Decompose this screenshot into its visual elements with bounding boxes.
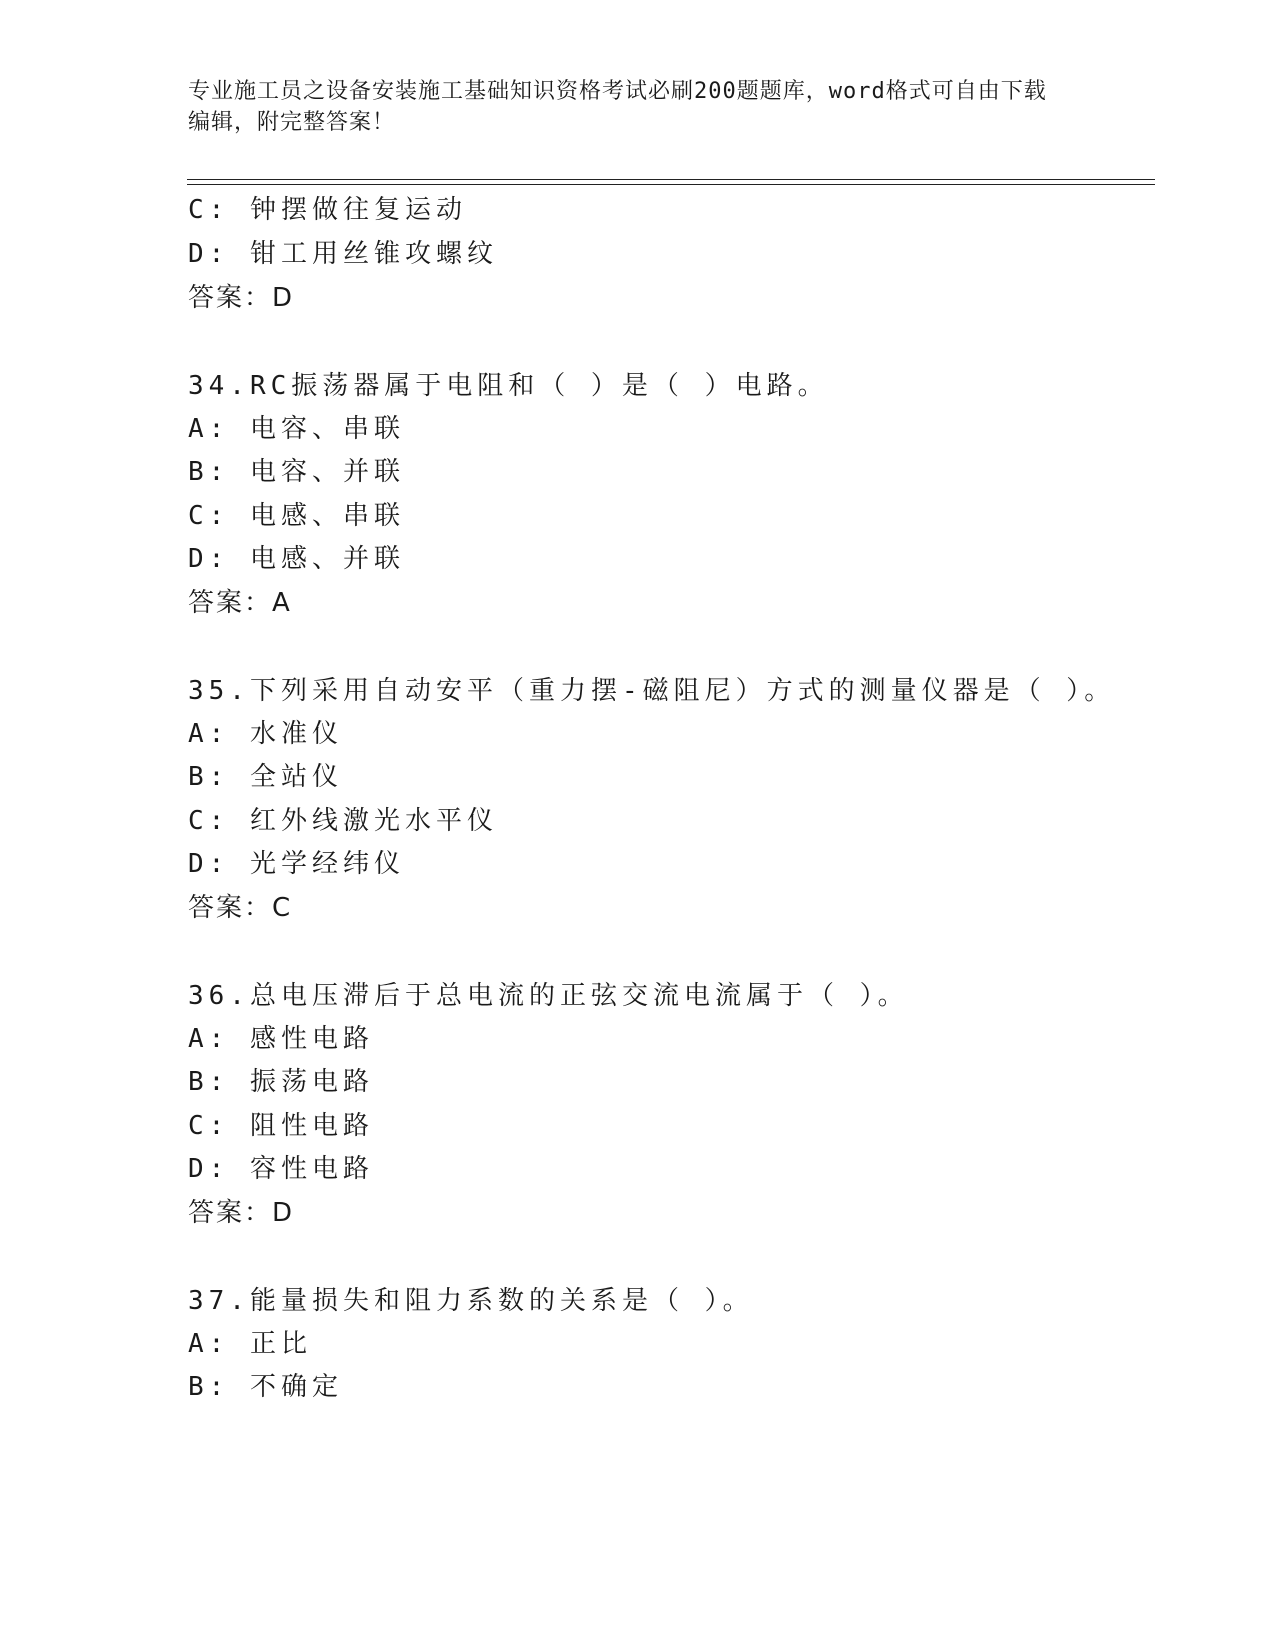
option-b: B: 不确定 [188,1372,343,1402]
option-a: A: 感性电路 [188,1024,374,1054]
header-divider-bottom [187,184,1155,185]
document-header [188,76,1068,138]
option-d: D: 钳工用丝锥攻螺纹 [188,239,498,269]
option-a: A: 正比 [188,1329,312,1359]
question-stem: 37.能量损失和阻力系数的关系是（ ）。 [188,1286,754,1316]
option-c: C: 钟摆做往复运动 [188,195,467,225]
option-b: B: 全站仪 [188,762,343,792]
header-divider-top [187,179,1155,180]
option-d: D: 容性电路 [188,1154,374,1184]
answer-line: 答案：C [188,893,293,923]
option-d: D: 电感、并联 [188,544,405,574]
option-d: D: 光学经纬仪 [188,849,405,879]
answer-line: 答案：D [188,283,295,313]
question-stem: 34.RC振荡器属于电阻和（ ）是（ ）电路。 [188,371,829,401]
question-stem: 35.下列采用自动安平（重力摆-磁阻尼）方式的测量仪器是（ ）。 [188,676,1116,706]
answer-line: 答案：D [188,1198,295,1228]
question-stem: 36.总电压滞后于总电流的正弦交流电流属于（ ）。 [188,981,909,1011]
answer-line: 答案：A [188,588,292,618]
option-c: C: 电感、串联 [188,501,405,531]
option-c: C: 阻性电路 [188,1111,374,1141]
option-c: C: 红外线激光水平仪 [188,806,498,836]
option-a: A: 电容、串联 [188,414,405,444]
option-b: B: 振荡电路 [188,1067,374,1097]
option-b: B: 电容、并联 [188,457,405,487]
option-a: A: 水准仪 [188,719,343,749]
header-title: 专业施工员之设备安装施工基础知识资格考试必刷200题题库，word格式可自由下载编辑，附完整答案！ [188,79,1047,135]
